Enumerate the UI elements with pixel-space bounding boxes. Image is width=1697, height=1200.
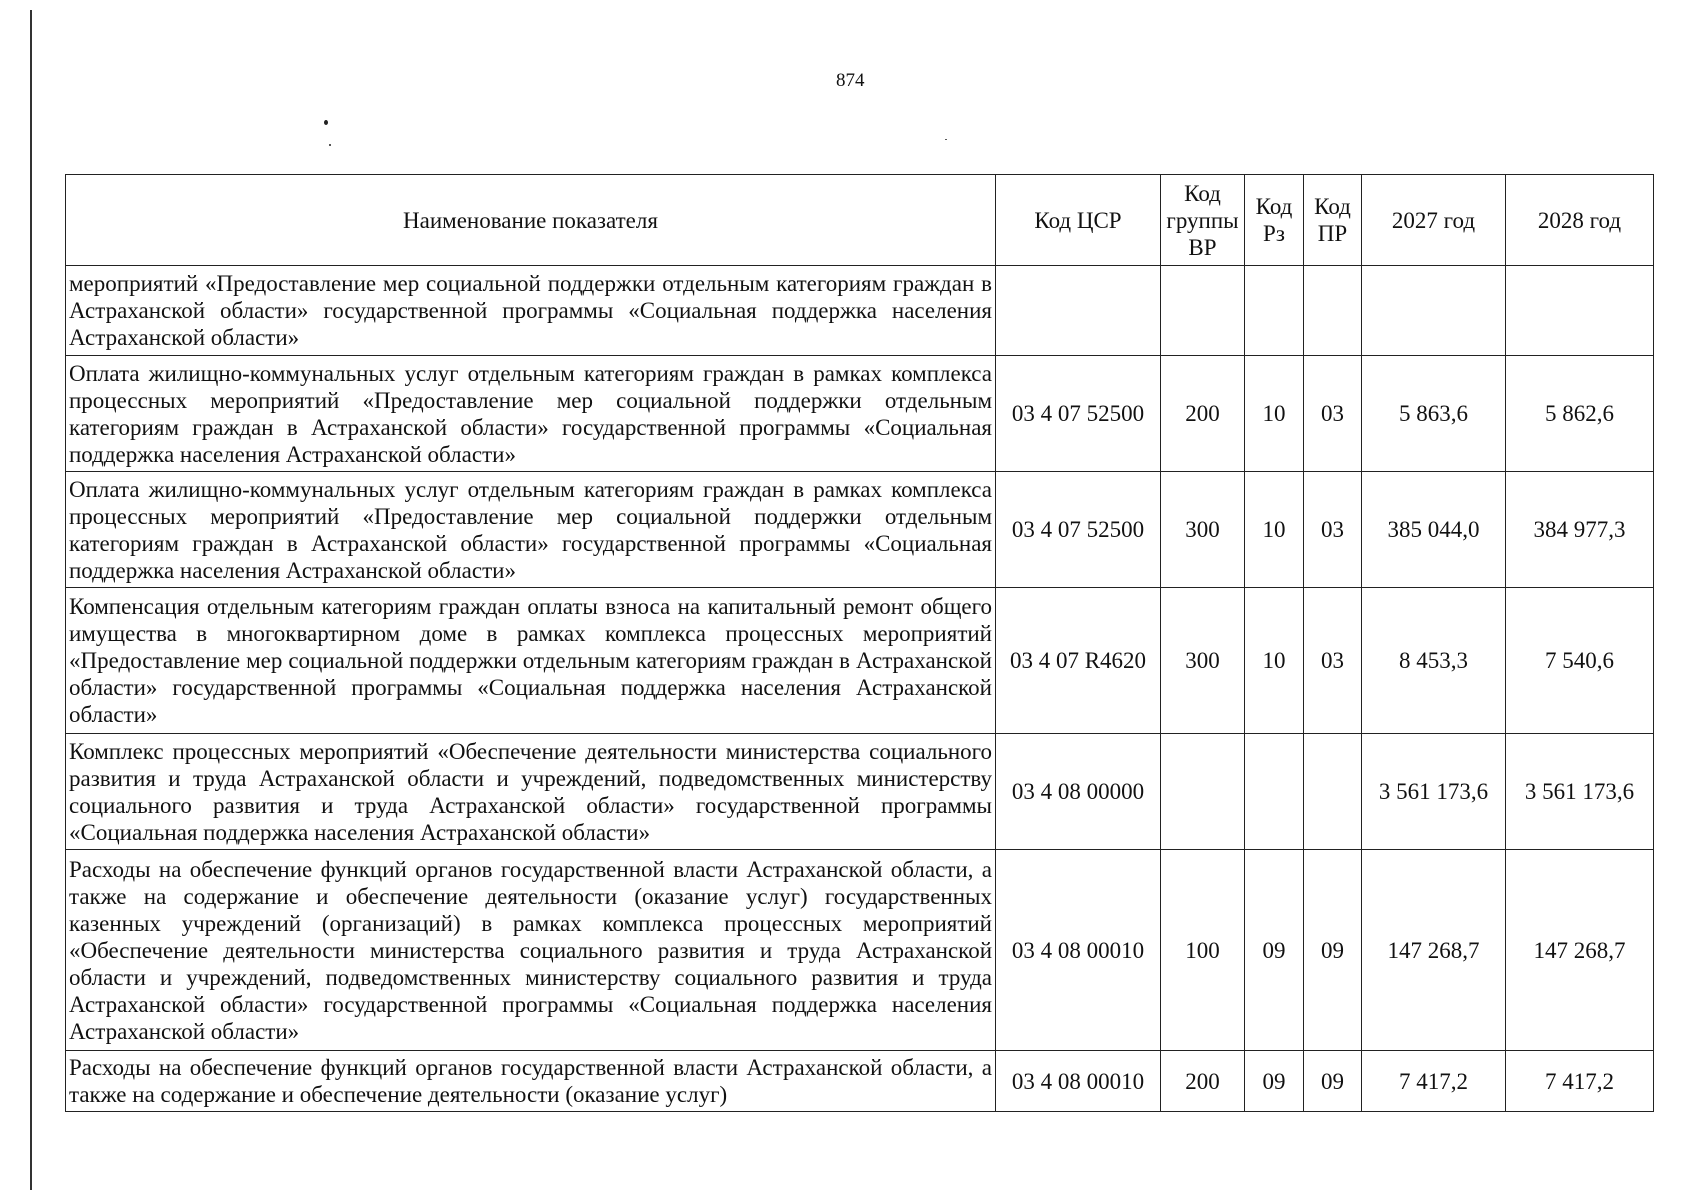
cell-rz: 10 (1245, 356, 1304, 472)
header-csr: Код ЦСР (996, 175, 1161, 266)
scan-speck (324, 120, 328, 125)
cell-csr: 03 4 07 52500 (996, 472, 1161, 588)
cell-name: Расходы на обеспечение функций органов государственной власти Астраханской области, а также на содержание и обеспечение деятельности (оказание услуг) государственных казенных учреждений (организаций) в рамках комплекса процессных мероприятий «Обеспечение деятельности министерства социального развития и труда Астраханской области и учреждений, подведомственных министерству социального развития и труда Астраханской области» государственной программы «Социальная поддержка населения Астраханской области» (66, 850, 996, 1051)
table-header (66, 175, 1654, 266)
cell-vr: 300 (1161, 472, 1245, 588)
table-row (66, 356, 1654, 472)
scan-speck (945, 139, 947, 140)
cell-rz: 09 (1245, 850, 1304, 1051)
cell-csr: 03 4 07 R4620 (996, 588, 1161, 734)
cell-vr: 200 (1161, 356, 1245, 472)
table-row (66, 588, 1654, 734)
cell-2027: 8 453,3 (1362, 588, 1506, 734)
cell-pr: 03 (1304, 472, 1362, 588)
scan-speck (329, 144, 331, 146)
cell-rz: 10 (1245, 588, 1304, 734)
page-number: 874 (836, 70, 865, 91)
cell-2028: 3 561 173,6 (1506, 734, 1654, 850)
cell-vr (1161, 266, 1245, 356)
cell-rz (1245, 266, 1304, 356)
cell-2028: 7 540,6 (1506, 588, 1654, 734)
cell-vr: 100 (1161, 850, 1245, 1051)
header-name: Наименование показателя (66, 175, 996, 266)
cell-pr: 09 (1304, 850, 1362, 1051)
cell-2027: 7 417,2 (1362, 1051, 1506, 1112)
cell-2028: 5 862,6 (1506, 356, 1654, 472)
cell-name: Расходы на обеспечение функций органов государственной власти Астраханской области, а также на содержание и обеспечение деятельности (оказание услуг) (66, 1051, 996, 1112)
cell-2027: 3 561 173,6 (1362, 734, 1506, 850)
cell-pr: 03 (1304, 356, 1362, 472)
cell-name: Комплекс процессных мероприятий «Обеспечение деятельности министерства социального развития и труда Астраханской области и учреждений, подведомственных министерству социального развития и труда Астраханской области» государственной программы «Социальная поддержка населения Астраханской области» (66, 734, 996, 850)
cell-2027: 147 268,7 (1362, 850, 1506, 1051)
cell-rz: 10 (1245, 472, 1304, 588)
table-row (66, 472, 1654, 588)
table-row (66, 850, 1654, 1051)
cell-name: мероприятий «Предоставление мер социальной поддержки отдельным категориям граждан в Астраханской области» государственной программы «Социальная поддержка населения Астраханской области» (66, 266, 996, 356)
cell-pr (1304, 266, 1362, 356)
table-body (66, 266, 1654, 1112)
cell-2027 (1362, 266, 1506, 356)
header-pr: Код ПР (1304, 175, 1362, 266)
cell-pr: 09 (1304, 1051, 1362, 1112)
budget-table (65, 174, 1654, 1112)
cell-pr: 03 (1304, 588, 1362, 734)
cell-name: Оплата жилищно-коммунальных услуг отдельным категориям граждан в рамках комплекса процессных мероприятий «Предоставление мер социальной поддержки отдельным категориям граждан в Астраханской области» государственной программы «Социальная поддержка населения Астраханской области» (66, 472, 996, 588)
cell-csr: 03 4 08 00010 (996, 850, 1161, 1051)
cell-csr: 03 4 08 00010 (996, 1051, 1161, 1112)
table-row (66, 1051, 1654, 1112)
header-vr: Код группы ВР (1161, 175, 1245, 266)
cell-csr (996, 266, 1161, 356)
cell-rz (1245, 734, 1304, 850)
cell-rz: 09 (1245, 1051, 1304, 1112)
cell-csr: 03 4 08 00000 (996, 734, 1161, 850)
cell-2028: 384 977,3 (1506, 472, 1654, 588)
cell-pr (1304, 734, 1362, 850)
header-rz: Код Рз (1245, 175, 1304, 266)
cell-csr: 03 4 07 52500 (996, 356, 1161, 472)
table-row (66, 266, 1654, 356)
cell-vr (1161, 734, 1245, 850)
cell-name: Компенсация отдельным категориям граждан оплаты взноса на капитальный ремонт общего имущества в многоквартирном доме в рамках комплекса процессных мероприятий «Предоставление мер социальной поддержки отдельным категориям граждан в Астраханской области» государственной программы «Социальная поддержка населения Астраханской области» (66, 588, 996, 734)
cell-vr: 200 (1161, 1051, 1245, 1112)
table-row (66, 734, 1654, 850)
header-year-2027: 2027 год (1362, 175, 1506, 266)
cell-2027: 5 863,6 (1362, 356, 1506, 472)
cell-name: Оплата жилищно-коммунальных услуг отдельным категориям граждан в рамках комплекса процессных мероприятий «Предоставление мер социальной поддержки отдельным категориям граждан в Астраханской области» государственной программы «Социальная поддержка населения Астраханской области» (66, 356, 996, 472)
page-margin-line (30, 10, 32, 1190)
cell-2028 (1506, 266, 1654, 356)
header-year-2028: 2028 год (1506, 175, 1654, 266)
cell-2028: 7 417,2 (1506, 1051, 1654, 1112)
cell-2028: 147 268,7 (1506, 850, 1654, 1051)
cell-vr: 300 (1161, 588, 1245, 734)
cell-2027: 385 044,0 (1362, 472, 1506, 588)
